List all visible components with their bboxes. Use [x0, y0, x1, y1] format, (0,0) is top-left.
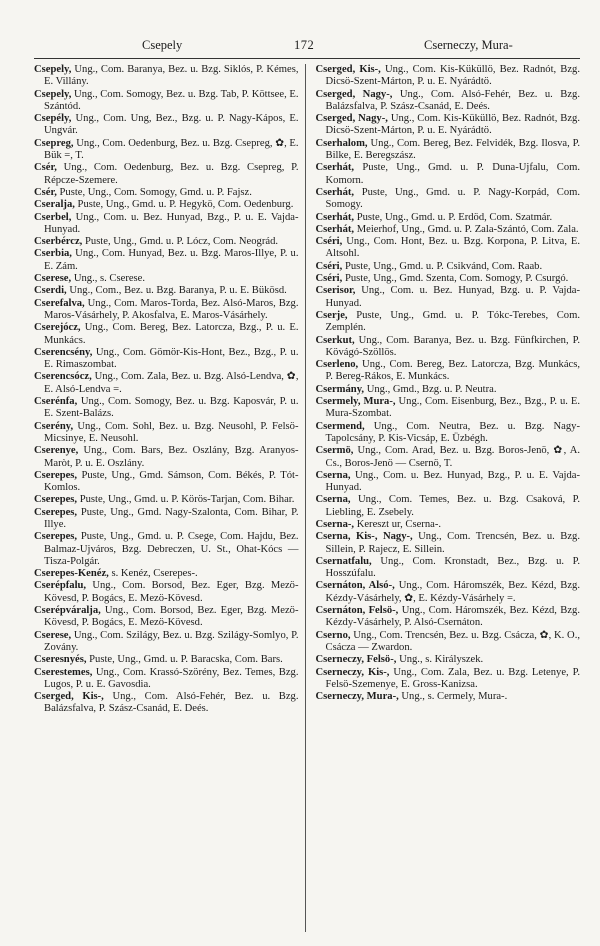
entry-headword: Cserna-,	[315, 518, 355, 530]
entry	[316, 335, 581, 360]
entry	[34, 654, 299, 666]
entry-headword: Cserepes,	[34, 469, 78, 481]
entry-text: s. Kenéz, Cserepes-.	[111, 568, 198, 580]
entry	[34, 322, 299, 347]
entry-text: Puste, Ung., Gmd. u. P. Baracska, Com. Bars.	[89, 654, 283, 666]
entry-text: Ung., Com. Baranya, Bez. u. Bzg. Siklós, P. Kémes, E. Villány.	[44, 64, 299, 88]
entry-text: Ung., Com. Háromszék, Bez. Kézd, Bzg. Kézdy-Vásárhely, P. Alsó-Csernáton.	[325, 605, 581, 629]
entry	[34, 273, 299, 285]
entry	[316, 396, 581, 421]
entry-headword: Cserna,	[315, 469, 351, 481]
entry	[316, 654, 581, 666]
entry-text: Puste, Ung., Com. Somogy, Gmd. u. P. Fajsz.	[59, 186, 252, 198]
entry-headword: Cserenye,	[34, 445, 79, 457]
entry	[34, 212, 299, 237]
columns	[34, 64, 580, 932]
entry	[316, 187, 581, 212]
entry-headword: Cserejócz,	[34, 322, 81, 334]
entry	[316, 384, 581, 396]
entry-text: Ung., Com. Eisenburg, Bez., Bzg., P. u. E. Mura-Szombat.	[325, 396, 580, 420]
entry-text: Puste, Ung., Gmd. u. P. Csege, Com. Hajdu, Bez. Balmaz-Ujváros, Bzg. Debreczen, U. St., Ohat-Kócs — Tisza-Polgár.	[44, 531, 299, 567]
entry-headword: Cséri,	[315, 260, 343, 272]
entry-text: Ung., Com. Bars, Bez. Oszlány, Bzg. Aranyos-Maròt, P. u. E. Oszlány.	[44, 445, 299, 469]
entry-text: Ung., s. Királyszek.	[399, 654, 484, 666]
entry-headword: Cserna, Kis-, Nagy-,	[315, 531, 413, 543]
entry-headword: Cserese,	[34, 629, 72, 641]
entry-text: Ung., Com. Zala, Bez. u. Bzg. Alsó-Lendva, ✿, E. Alsó-Lendva =.	[44, 371, 299, 395]
entry	[34, 630, 299, 655]
entry-text: Ung., Com. u. Bez. Hunyad, Bzg., P. u. E. Vajda-Hunyad.	[325, 469, 580, 494]
entry-headword: Csepely,	[34, 88, 72, 100]
entry-headword: Csepely,	[34, 64, 72, 75]
entry-text: Ung., Com. u. Bez. Hunyad, Bzg., P. u. E. Vajda-Hunyad.	[44, 211, 299, 235]
entry-headword: Cserepes,	[34, 506, 78, 518]
entry-headword: Cserkut,	[315, 334, 355, 346]
entry-headword: Cserged, Nagy-,	[315, 88, 393, 100]
entry-text: Puste, Ung., Gmd. u. P. Csikvánd, Com. Raab.	[344, 260, 543, 272]
entry-headword: Cserhát,	[315, 223, 355, 235]
entry-text: Meierhof, Ung., Gmd. u. P. Zala-Szántó, Com. Zala.	[356, 223, 579, 235]
entry-headword: Cserdi,	[34, 285, 67, 297]
right-column	[316, 64, 581, 932]
entry-headword: Cserleno,	[315, 359, 359, 371]
entry-text: Ung., Com. Alsó-Fehér, Bez. u. Bzg. Balázsfalva, P. Szász-Csanád, E. Deés.	[44, 691, 299, 715]
entry-headword: Cserneczy, Mura-,	[315, 691, 399, 703]
entry-headword: Cserepes,	[34, 494, 78, 506]
entry	[34, 470, 299, 495]
entry	[316, 667, 581, 692]
entry	[316, 580, 581, 605]
entry	[316, 285, 581, 310]
entry	[34, 347, 299, 372]
entry	[34, 298, 299, 323]
entry-text: Ung., Com. Alsó-Fehér, Bez. u. Bzg. Balázsfalva, P. Szász-Csanád, E. Deés.	[325, 88, 580, 112]
entry-headword: Cserencsény,	[34, 346, 93, 358]
entry-text: Ung., Gmd., Bzg. u. P. Neutra.	[366, 383, 497, 395]
entry-headword: Cseralja,	[34, 199, 75, 211]
entry-headword: Cserény,	[34, 420, 74, 432]
entry	[34, 445, 299, 470]
entry-text: Ung., s. Cserese.	[73, 273, 146, 285]
entry	[34, 248, 299, 273]
entry-headword: Cserepes-Kenéz,	[34, 568, 109, 580]
page-header	[24, 38, 586, 56]
entry-headword: Cserje,	[315, 309, 348, 321]
entry-headword: Cserno,	[315, 629, 351, 641]
entry-text: Puste, Ung., Gmd. Nagy-Szalonta, Com. Bihar, P. Illye.	[44, 506, 299, 530]
entry	[34, 667, 299, 692]
entry-text: Ung., Com. Kis-Küküllö, Bez. Radnót, Bzg. Dicsö-Szent-Márton, P. u. E. Nyárádtö.	[325, 113, 580, 137]
entry	[316, 138, 581, 163]
entry	[34, 371, 299, 396]
entry-text: Ung., Com. u. Bez. Hunyad, Bzg. u. P. Vajda-Hunyad.	[325, 285, 581, 309]
entry-headword: Cserestemes,	[34, 666, 93, 678]
entry-text: Puste, Ung., Gmd. u. P. Erdöd, Com. Szatmár.	[356, 211, 553, 223]
entry	[316, 64, 581, 89]
entry-headword: Cserneczy, Felsö-,	[315, 654, 397, 666]
entry-text: Ung., Com. Somogy, Bez. u. Bzg. Kaposvár, P. u. E. Szent-Balázs.	[44, 396, 299, 420]
entry	[34, 187, 299, 199]
entry	[316, 691, 581, 703]
entry-headword: Csermely, Mura-,	[315, 396, 396, 408]
entry-text: Ung., Com. Baranya, Bez. u. Bzg. Fünfkirchen, P. Kövágó-Szöllös.	[325, 334, 581, 358]
entry-text: Puste, Ung., Gmd. Szenta, Com. Somogy, P. Csurgó.	[344, 273, 569, 285]
entry-headword: Cserna,	[315, 494, 351, 506]
entry	[34, 89, 299, 114]
entry-headword: Cserese,	[34, 273, 72, 285]
entry	[316, 605, 581, 630]
entry-headword: Csepreg,	[34, 137, 74, 149]
entry-text: Ung., Com. Trencsén, Bez. u. Bzg. Csácza, ✿, K. O., Csácza — Zwardon.	[325, 629, 580, 653]
entry-text: Ung., Com. Hunyad, Bez. u. Bzg. Maros-Illye, P. u. E. Zám.	[44, 248, 299, 272]
entry	[34, 507, 299, 532]
entry-headword: Cserbércz,	[34, 236, 83, 248]
left-column	[34, 64, 306, 932]
entry-text: Ung., Com. Ung, Bez., Bzg. u. P. Nagy-Kápos, E. Ungvár.	[44, 113, 299, 137]
entry	[316, 162, 581, 187]
entry-headword: Cserneczy, Kis-,	[315, 666, 390, 678]
entry-text: Ung., Com. Bereg, Bez. Felvidék, Bzg. Ilosva, P. Bilke, E. Beregszász.	[325, 137, 580, 162]
entry-text: Ung., Com. Temes, Bez. u. Bzg. Csaková, P. Liebling, E. Zsebely.	[325, 494, 580, 518]
entry-text: Ung., Com. Maros-Torda, Bez. Alsó-Maros, Bzg. Maros-Vásárhely, P. Akosfalva, E. Maros-Vásárhely.	[44, 297, 299, 321]
entry-text: Ung., Com. Krassó-Szörény, Bez. Temes, Bzg. Lugos, P. u. E. Gavosdia.	[44, 666, 299, 690]
entry-headword: Csermend,	[315, 420, 365, 432]
entry-text: Ung., Com. Zala, Bez. u. Bzg. Letenye, P. Felsö-Szemenye, E. Gross-Kanizsa.	[325, 666, 580, 690]
entry-headword: Csepély,	[34, 113, 72, 125]
entry-headword: Cserisor,	[315, 285, 356, 297]
entry-text: Puste, Ung., Gmd. u. P. Nagy-Korpád, Com. Somogy.	[325, 186, 581, 211]
entry	[34, 113, 299, 138]
entry	[34, 396, 299, 421]
entry	[316, 273, 581, 285]
entry-headword: Cserépfalu,	[34, 580, 87, 592]
entry	[34, 605, 299, 630]
entry-headword: Csernáton, Alsó-,	[315, 580, 395, 592]
entry-headword: Cserged, Nagy-,	[315, 113, 388, 125]
entry-text: Ung., Com. Bereg, Bez. Latorcza, Bzg., P. u. E. Munkács.	[44, 322, 299, 346]
entry-headword: Csermö,	[315, 445, 354, 457]
page-number: 172	[294, 38, 315, 52]
entry-text: Ung., Com., Bez. u. Bzg. Baranya, P. u. E. Bükösd.	[69, 285, 287, 297]
entry	[316, 445, 581, 470]
entry	[34, 494, 299, 506]
entry	[316, 359, 581, 384]
entry	[34, 162, 299, 187]
entry	[316, 470, 581, 495]
entry-text: Ung., Com. Gömör-Kis-Hont, Bez., Bzg., P. u. E. Rimaszombat.	[44, 346, 299, 371]
entry	[316, 236, 581, 261]
entry-headword: Cséri,	[315, 273, 343, 285]
entry-text: Ung., Com. Bereg, Bez. Latorcza, Bzg. Munkács, P. Bereg-Rákos, E. Munkács.	[325, 359, 580, 383]
entry-text: Ung., Com. Kronstadt, Bez., Bzg. u. P. Hosszúfalu.	[325, 555, 581, 580]
entry	[316, 224, 581, 236]
header-rule	[34, 58, 580, 59]
entry-text: Ung., Com. Neutra, Bez. u. Bzg. Nagy-Tapolcsány, P. Kis-Vicsáp, E. Üzbégh.	[325, 420, 580, 444]
entry	[316, 556, 581, 581]
entry	[316, 519, 581, 531]
entry-headword: Cserépváralja,	[34, 605, 101, 617]
entry	[316, 212, 581, 224]
entry-headword: Cserhát,	[315, 186, 355, 198]
entry-text: Ung., s. Cermely, Mura-.	[401, 691, 508, 703]
entry-headword: Cserepes,	[34, 531, 78, 543]
entry-headword: Csermány,	[315, 383, 365, 395]
entry-headword: Csér,	[34, 162, 57, 174]
entry	[34, 138, 299, 163]
entry-text: Puste, Ung., Gmd. u. P. Hegykö, Com. Oedenburg.	[77, 199, 294, 211]
entry-headword: Cserefalva,	[34, 297, 85, 309]
entry-text: Ung., Com. Arad, Bez. u. Bzg. Boros-Jenö, ✿, A. Cs., Boros-Jenö — Csernö, T.	[325, 445, 580, 469]
entry	[34, 421, 299, 446]
entry-text: Puste, Ung., Gmd. u. P. Körös-Tarjan, Com. Bihar.	[79, 494, 295, 506]
entry-text: Puste, Ung., Gmd. u. P. Tókc-Terebes, Com. Zemplén.	[325, 309, 580, 334]
entry-headword: Cserged, Kis-,	[315, 64, 381, 75]
entry-headword: Cseresnyés,	[34, 654, 87, 666]
entry-headword: Cserbia,	[34, 248, 72, 260]
entry-headword: Csernatfalu,	[315, 555, 372, 567]
entry	[34, 568, 299, 580]
header-right-guideword: Cserneczy, Mura-	[424, 38, 513, 52]
entry	[316, 421, 581, 446]
entry	[34, 691, 299, 716]
entry-text: Ung., Com. Oedenburg, Bez. u. Bzg. Csepreg, P. Répcze-Szemere.	[44, 162, 299, 186]
entry	[316, 310, 581, 335]
header-left-guideword: Csepely	[142, 38, 183, 52]
entry-headword: Cserhát,	[315, 162, 355, 174]
entry-headword: Cserénfa,	[34, 396, 78, 408]
entry-text: Ung., Com. Hont, Bez. u. Bzg. Korpona, P. Litva, E. Altsohl.	[325, 236, 580, 260]
entry	[34, 64, 299, 89]
entry	[316, 494, 581, 519]
entry	[316, 630, 581, 655]
entry-headword: Cséri,	[315, 236, 343, 248]
entry-text: Ung., Com. Háromszék, Bez. Kézd, Bzg. Kézdy-Vásárhely, ✿, E. Kézdy-Vásárhely =.	[325, 580, 581, 604]
entry	[34, 199, 299, 211]
entry	[316, 89, 581, 114]
entry-headword: Cserhalom,	[315, 137, 368, 149]
entry-headword: Csernáton, Felsö-,	[315, 605, 399, 617]
entry	[316, 113, 581, 138]
entry-text: Ung., Com. Oedenburg, Bez. u. Bzg. Csepreg, ✿, E. Bük =, T.	[44, 137, 299, 162]
entry	[34, 285, 299, 297]
entry-text: Puste, Ung., Gmd. u. P. Duna-Ujfalu, Com. Komorn.	[325, 162, 581, 186]
entry	[34, 531, 299, 568]
entry-headword: Csér,	[34, 186, 57, 198]
entry-text: Puste, Ung., Gmd. Sámson, Com. Békés, P. Tót-Komlos.	[44, 469, 299, 494]
entry-text: Ung., Com. Somogy, Bez. u. Bzg. Tab, P. Köttsee, E. Szántód.	[44, 88, 299, 112]
entry-headword: Cserencsócz,	[34, 371, 92, 383]
entry	[34, 236, 299, 248]
entry-text: Ung., Com. Kis-Küküllö, Bez. Radnót, Bzg. Dicsö-Szent-Márton, P. u. E. Nyárádtö.	[325, 64, 580, 88]
entry	[316, 261, 581, 273]
entry	[34, 580, 299, 605]
entry-headword: Cserbel,	[34, 211, 72, 223]
entry-text: Kereszt ur, Cserna-.	[356, 518, 441, 530]
entry-text: Puste, Ung., Gmd. u. P. Lócz, Com. Neográd.	[85, 236, 279, 248]
entry-text: Ung., Com. Borsod, Bez. Eger, Bzg. Mezö-Kövesd, P. Bogács, E. Mezö-Kövesd.	[44, 580, 299, 604]
entry-headword: Cserged, Kis-,	[34, 691, 104, 703]
entry-headword: Cserhát,	[315, 211, 355, 223]
entry-text: Ung., Com. Borsod, Bez. Eger, Bzg. Mezö-Kövesd, P. Bogács, E. Mezö-Kövesd.	[44, 605, 299, 629]
entry	[316, 531, 581, 556]
entry-text: Ung., Com. Sohl, Bez. u. Bzg. Neusohl, P. Felsö-Micsinye, E. Neusohl.	[44, 420, 299, 444]
entry-text: Ung., Com. Szilágy, Bez. u. Bzg. Szilágy-Somlyo, P. Zovány.	[44, 629, 299, 653]
entry-text: Ung., Com. Trencsén, Bez. u. Bzg. Sillein, P. Rajecz, E. Sillein.	[325, 531, 581, 555]
